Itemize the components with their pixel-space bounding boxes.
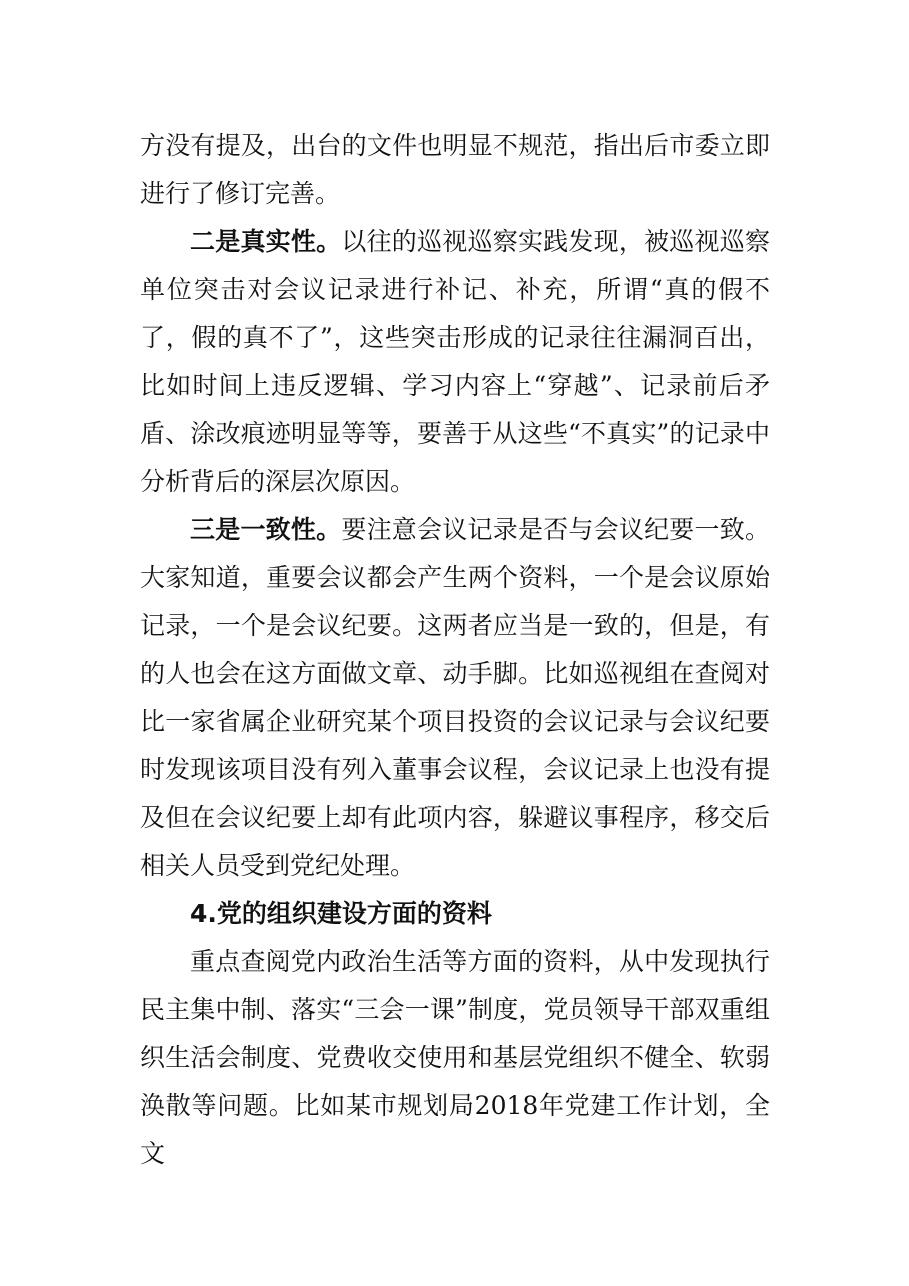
paragraph-authenticity-lead: 二是真实性。 <box>190 227 342 256</box>
paragraph-consistency <box>140 506 770 890</box>
paragraph-consistency-lead: 三是一致性。 <box>190 515 342 544</box>
section-heading-4: 4.党的组织建设方面的资料 <box>190 899 492 928</box>
paragraph-1: 方没有提及，出台的文件也明显不规范，指出后市委立即进行了修订完善。 <box>140 131 770 208</box>
paragraph-consistency-body: 要注意会议记录是否与会议纪要一致。大家知道，重要会议都会产生两个资料，一个是会议原始记录，一个是会议纪要。这两者应当是一致的，但是，有的人也会在这方面做文章、动手脚。比如巡视组在查阅对比一家省属企业研究某个项目投资的会议记录与会议纪要时发现该项目没有列入董事会议程，会议记录上也没有提及但在会议纪要上却有此项内容，躲避议事程序，移交后相关人员受到党纪处理。 <box>140 515 770 880</box>
paragraph-authenticity-body: 以往的巡视巡察实践发现，被巡视巡察单位突击对会议记录进行补记、补充，所谓“真的假不了，假的真不了”，这些突击形成的记录往往漏洞百出，比如时间上违反逻辑、学习内容上“穿越”、记录前后矛盾、涂改痕迹明显等等，要善于从这些“不真实”的记录中分析背后的深层次原因。 <box>140 227 770 496</box>
paragraph-party-org: 重点查阅党内政治生活等方面的资料，从中发现执行民主集中制、落实“三会一课”制度，党员领导干部双重组织生活会制度、党费收交使用和基层党组织不健全、软弱涣散等问题。比如某市规划局2018年党建工作计划，全文 <box>140 947 770 1168</box>
document-body <box>140 122 770 1178</box>
paragraph-authenticity <box>140 218 770 506</box>
